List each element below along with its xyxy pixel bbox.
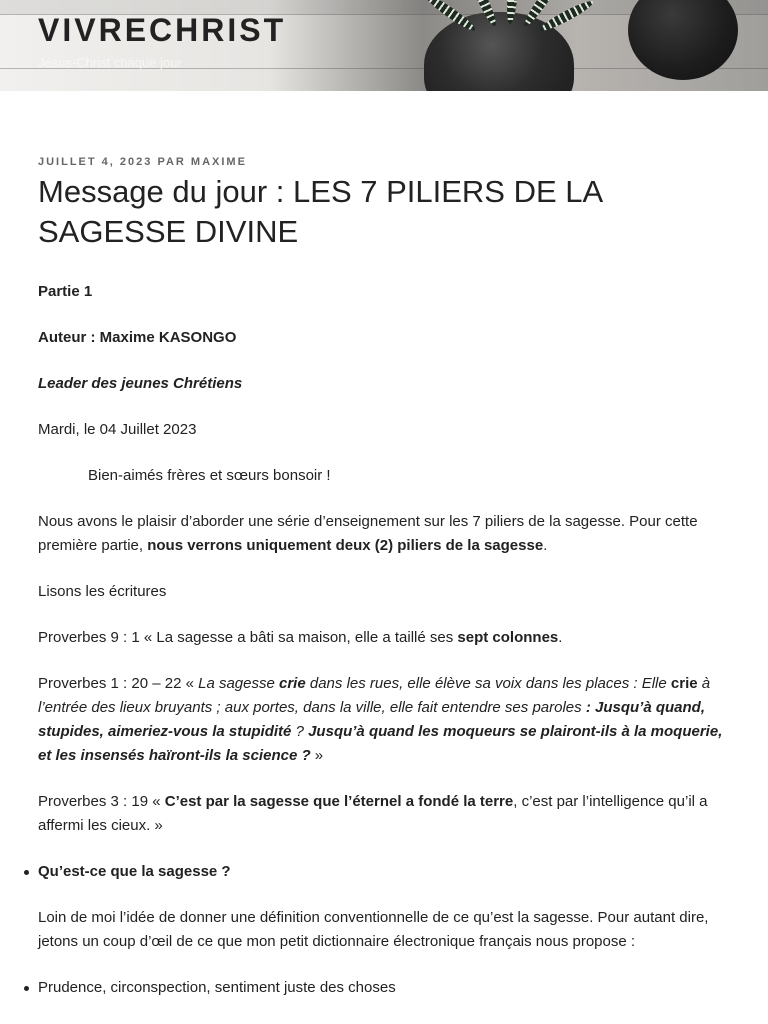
post-part-text: Partie 1: [38, 283, 93, 300]
verse-bold-italic: Jusqu’à quand les moqueurs se plairont-ils à la moquerie, et les insensés haïront-ils la science ?: [38, 723, 723, 764]
verse-proverbes-9: [38, 626, 730, 650]
site-title-link[interactable]: VIVRECHRIST: [38, 12, 287, 48]
post-date-link[interactable]: JUILLET 4, 2023: [38, 156, 153, 168]
list-item: [38, 860, 730, 884]
post-date-line: Mardi, le 04 Juillet 2023: [38, 421, 197, 438]
post-content: [38, 150, 730, 1022]
verse-text: Proverbes 9 : 1 « La sagesse a bâti sa maison, elle a taillé ses: [38, 629, 458, 646]
list-item-text: Qu’est-ce que la sagesse ?: [38, 863, 231, 880]
post-author-link[interactable]: MAXIME: [190, 156, 247, 168]
verse-end: »: [310, 747, 324, 764]
post-part-label: [38, 280, 730, 304]
verse-ref: Proverbes 1 : 20 – 22 «: [38, 675, 199, 692]
verse-emphasis: sept colonnes: [457, 629, 559, 646]
post-author-line: [38, 326, 730, 350]
verse-ref: Proverbes 3 : 19 «: [38, 793, 165, 810]
verse-italic: à l’entrée des lieux bruyants ; aux portes, dans la ville, elle fait entendre ses paroles: [38, 675, 711, 716]
verse-bold: crie: [670, 675, 698, 692]
verse-italic: ?: [291, 723, 309, 740]
post-author-text: Auteur : Maxime KASONGO: [38, 329, 237, 346]
verse-bold-italic: crie: [279, 675, 306, 692]
post-meta-by: PAR: [157, 156, 186, 168]
post-meta: [38, 150, 730, 172]
intro-end: .: [543, 537, 548, 554]
verse-emphasis: C’est par la sagesse que l’éternel a fondé la terre: [164, 793, 514, 810]
verse-italic: La sagesse: [198, 675, 279, 692]
bullet-list-question: [38, 860, 730, 884]
post-author-role: [38, 372, 730, 396]
verse-end: , c’est par l’intelligence qu’il a affermi les cieux. »: [38, 793, 708, 834]
paragraph-definition: Loin de moi l’idée de donner une définition conventionnelle de ce qu’est la sagesse. Pour autant dire, jetons un coup d’œil de ce que mon petit dictionnaire électronique français nous propose :: [38, 909, 709, 950]
intro-emphasis: nous verrons uniquement deux (2) piliers de la sagesse: [147, 537, 544, 554]
post-role-text: Leader des jeunes Chrétiens: [38, 375, 243, 392]
paragraph-intro: [38, 510, 730, 558]
site-tagline: Jésus-Christ chaque jour: [38, 55, 182, 70]
post-title: Message du jour : LES 7 PILIERS DE LA SAGESSE DIVINE: [38, 174, 602, 249]
verse-end: .: [558, 629, 563, 646]
verse-bold-italic: : Jusqu’à quand, stupides, aimeriez-vous la stupidité: [38, 699, 705, 740]
intro-text: Nous avons le plaisir d’aborder une série d’enseignement sur les 7 piliers de la sagesse. Pour cette première partie,: [38, 513, 698, 554]
post-greeting: Bien-aimés frères et sœurs bonsoir !: [88, 467, 331, 484]
verse-proverbes-1: [38, 672, 730, 768]
paragraph-lisons: Lisons les écritures: [38, 583, 167, 600]
verse-proverbes-3: [38, 790, 730, 838]
verse-italic: dans les rues, elle élève sa voix dans les places : Elle: [305, 675, 671, 692]
site-header: [0, 0, 768, 91]
bullet-list-definitions: [38, 976, 730, 1000]
list-item: Prudence, circonspection, sentiment juste des choses: [38, 976, 730, 1000]
